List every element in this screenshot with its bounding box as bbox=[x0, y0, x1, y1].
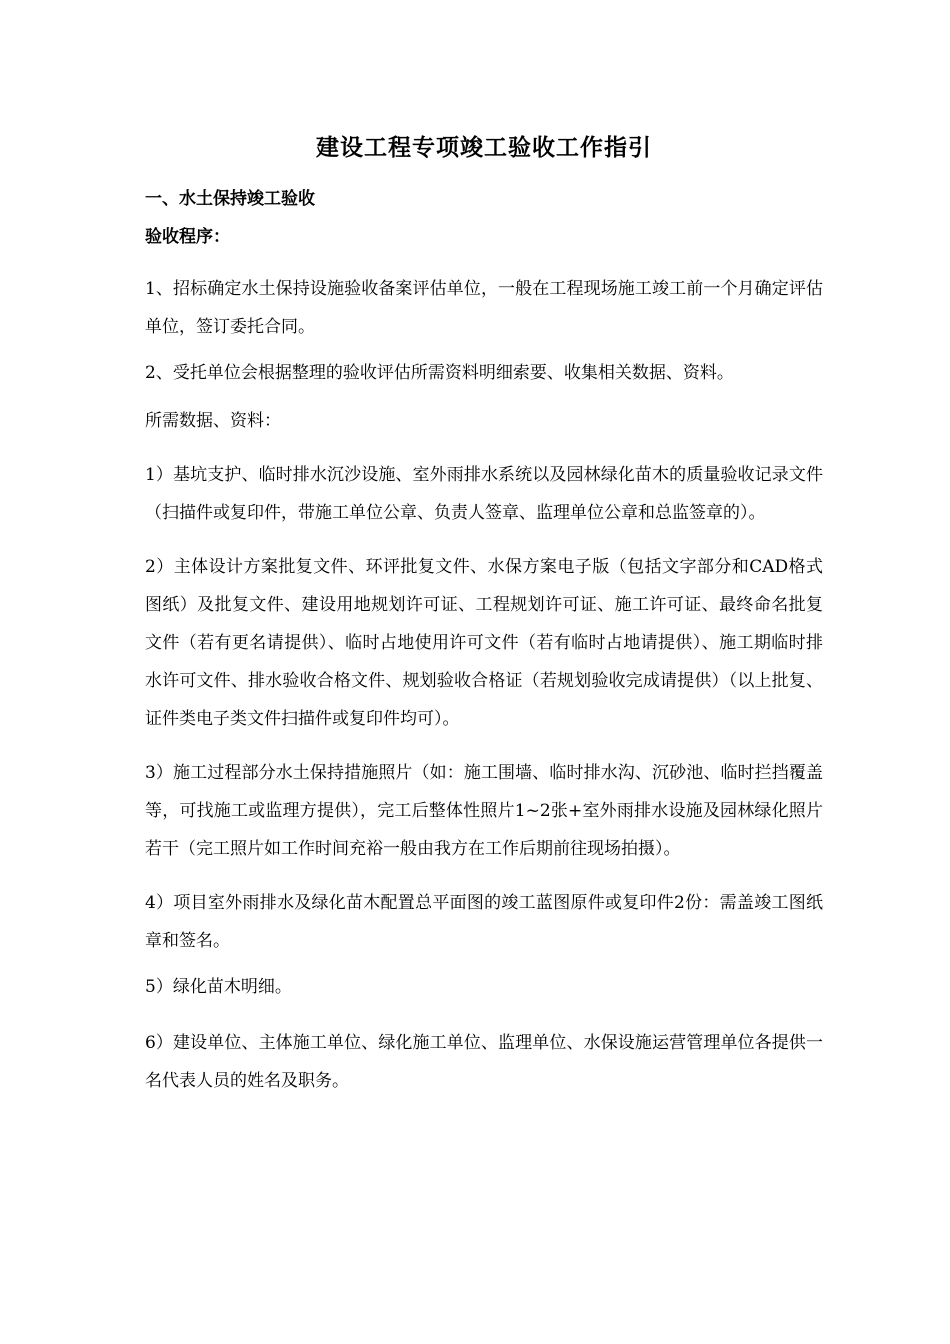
paragraph-item-2: 2）主体设计方案批复文件、环评批复文件、水保方案电子版（包括文字部分和CAD格式图纸）及批复文件、建设用地规划许可证、工程规划许可证、施工许可证、最终命名批复文件（若有更名请提供）、临时占地使用许可文件（若有临时占地请提供）、施工期临时排水许可文件、排水验收合格文件、规划验收合格证（若规划验收完成请提供）（以上批复、证件类电子类文件扫描件或复印件均可）。 bbox=[145, 557, 823, 729]
document-body bbox=[145, 128, 823, 1116]
procedure-heading: 验收程序： bbox=[145, 227, 230, 247]
paragraph-item-3: 3）施工过程部分水土保持措施照片（如：施工围墙、临时排水沟、沉砂池、临时拦挡覆盖等，可找施工或监理方提供），完工后整体性照片1~2张+室外雨排水设施及园林绿化照片若干（完工照片如工作时间充裕一般由我方在工作后期前往现场拍摄）。 bbox=[145, 763, 823, 859]
document-title: 建设工程专项竣工验收工作指引 bbox=[316, 135, 652, 161]
paragraph-item-1: 1）基坑支护、临时排水沉沙设施、室外雨排水系统以及园林绿化苗木的质量验收记录文件（扫描件或复印件，带施工单位公章、负责人签章、监理单位公章和总监签章的）。 bbox=[145, 465, 823, 523]
paragraph-item-5: 5）绿化苗木明细。 bbox=[145, 977, 292, 997]
paragraph-required-data-heading: 所需数据、资料： bbox=[145, 411, 281, 431]
paragraph-step-1: 1、招标确定水土保持设施验收备案评估单位，一般在工程现场施工竣工前一个月确定评估单位，签订委托合同。 bbox=[145, 279, 823, 337]
section-heading: 一、水土保持竣工验收 bbox=[145, 189, 315, 209]
paragraph-item-6: 6）建设单位、主体施工单位、绿化施工单位、监理单位、水保设施运营管理单位各提供一名代表人员的姓名及职务。 bbox=[145, 1033, 823, 1091]
paragraph-step-2: 2、受托单位会根据整理的验收评估所需资料明细索要、收集相关数据、资料。 bbox=[145, 363, 734, 383]
paragraph-item-4: 4）项目室外雨排水及绿化苗木配置总平面图的竣工蓝图原件或复印件2份：需盖竣工图纸章和签名。 bbox=[145, 893, 823, 951]
